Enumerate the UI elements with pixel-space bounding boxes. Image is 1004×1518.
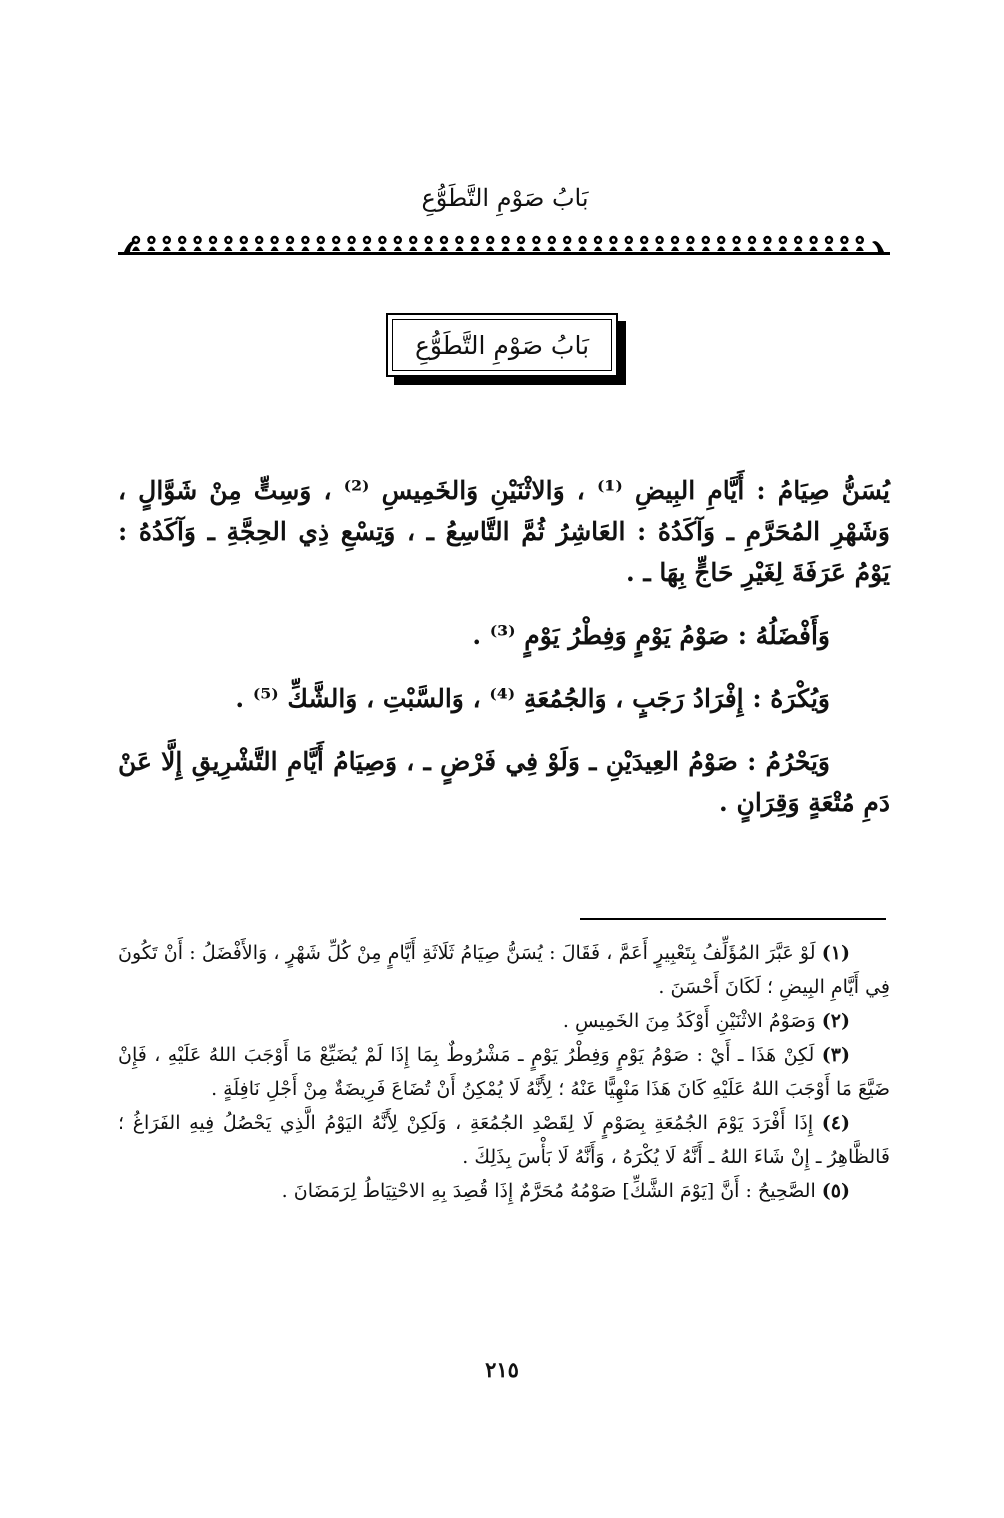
footnote-number: (٣) (821, 1044, 850, 1066)
footnote-text: الصَّحِيحُ : أَنَّ [يَوْمَ الشَّكِّ] صَوْمُهُ مُحَرَّمٌ إِذَا قُصِدَ بِهِ الاحْتِيَاطُ لِرَمَضَانَ . (281, 1180, 816, 1202)
ornament-motif (332, 236, 340, 251)
paragraph: وَيَحْرُمُ : صَوْمُ العِيدَيْنِ ـ وَلَوْ فِي فَرْضٍ ـ ، وَصِيَامُ أَيَّامِ التَّشْرِيقِ إِلَّا عَنْ دَمِ مُتْعَةٍ وَقِرَانٍ . (118, 747, 890, 817)
footnote (118, 1106, 890, 1174)
ornament-motif (671, 236, 679, 251)
ornament-motif (717, 236, 725, 251)
main-text (118, 470, 890, 823)
ornament-motif (609, 236, 617, 251)
ornament-motif (763, 236, 771, 251)
ornament-motif (501, 236, 509, 251)
ornament-motif (779, 236, 787, 251)
footnotes (118, 936, 890, 1208)
paragraph: وَأَفْضَلُهُ : صَوْمُ يَوْمٍ وَفِطْرُ يَوْمٍ ⁽³⁾ . (472, 621, 830, 650)
ornament-motif (517, 236, 525, 251)
ornament-motif (532, 236, 540, 251)
ornament-motif (471, 236, 479, 251)
ornament-motif (640, 236, 648, 251)
ornament-motif (317, 236, 325, 251)
ornament-motif (625, 236, 633, 251)
footnote-number: (٥) (821, 1180, 850, 1202)
footnote (118, 1174, 890, 1208)
chapter-title: بَابُ صَوْمِ التَّطَوُّعِ (392, 319, 612, 371)
running-head: بَابُ صَوْمِ التَّطَوُّعِ (421, 184, 589, 212)
ornament-motif (594, 236, 602, 251)
ornament-motif (178, 236, 186, 251)
ornament-end-flourish (872, 241, 884, 252)
ornament-motif (224, 236, 232, 251)
ornament-baseline (118, 252, 890, 255)
ornament-motif (825, 236, 833, 251)
ornament-motif (732, 236, 740, 251)
ornament-motif (578, 236, 586, 251)
paragraph: وَيُكْرَهُ : إِفْرَادُ رَجَبٍ ، وَالجُمُعَةِ ⁽⁴⁾ ، وَالسَّبْتِ ، وَالشَّكِّ ⁽⁵⁾ . (235, 684, 830, 713)
ornament-motif (255, 236, 263, 251)
ornament-motif (686, 236, 694, 251)
ornament-motif (486, 236, 494, 251)
footnote (118, 1038, 890, 1106)
footnote (118, 936, 890, 1004)
ornament-motif (809, 236, 817, 251)
footnote-text: وَصَوْمُ الاثْنَيْنِ أَوْكَدُ مِنَ الخَمِيسِ . (562, 1010, 816, 1032)
ornament-motif (840, 236, 848, 251)
ornament-motif (378, 236, 386, 251)
footnote-text: إِذَا أَفْرَدَ يَوْمَ الجُمُعَةِ بِصَوْمٍ لَا لِقَصْدِ الجُمُعَةِ ، وَلَكِنْ لِأَنَّهُ اليَوْمُ الَّذِي يَحْصُلُ فِيهِ الفَرَاغُ ؛ فَالظَّاهِرُ ـ إِنْ شَاءَ اللهُ ـ أَنَّهُ لَا يُكْرَهُ ، وَأَنَّهُ لَا بَأْسَ بِذَلِكَ . (118, 1112, 890, 1168)
ornament-motif (270, 236, 278, 251)
ornament-border (118, 232, 890, 256)
ornament-motif (548, 236, 556, 251)
ornament-motif (440, 236, 448, 251)
ornament-motif (163, 236, 171, 251)
ornament-motif (240, 236, 248, 251)
title-frame-outer (386, 313, 618, 377)
ornament-motif (655, 236, 663, 251)
ornament-motif (702, 236, 710, 251)
ornament-motif (286, 236, 294, 251)
ornament-motif (455, 236, 463, 251)
ornament-motif (347, 236, 355, 251)
footnote (118, 1004, 890, 1038)
ornament-motif (193, 236, 201, 251)
page-number: ٢١٥ (485, 1357, 519, 1382)
ornament-motif (363, 236, 371, 251)
ornament-motif (409, 236, 417, 251)
chapter-title-frame (386, 313, 626, 385)
ornament-motif (147, 236, 155, 251)
ornament-motif (424, 236, 432, 251)
ornament-motif (301, 236, 309, 251)
footnote-text: لَوْ عَبَّرَ المُؤَلِّفُ بِتَعْبِيرٍ أَعَمَّ ، فَقَالَ : يُسَنُّ صِيَامُ ثَلَاثَةِ أَيَّامٍ مِنْ كُلِّ شَهْرٍ ، وَالأَفْضَلُ : أَنْ تَكُونَ فِي أَيَّامِ البِيضِ ؛ لَكَانَ أَحْسَنَ . (118, 942, 890, 998)
paragraph: يُسَنُّ صِيَامُ : أَيَّامِ البِيضِ ⁽¹⁾ ، وَالاثْنَيْنِ وَالخَمِيسِ ⁽²⁾ ، وَسِتٍّ مِنْ شَوَّالٍ ، وَشَهْرِ المُحَرَّمِ ـ وَآكَدُهُ : العَاشِرُ ثُمَّ التَّاسِعُ ـ ، وَتِسْعِ ذِي الحِجَّةِ ـ وَآكَدُهُ : يَوْمُ عَرَفَةَ لِغَيْرِ حَاجٍّ بِهَا ـ . (118, 476, 890, 587)
ornament-motif (856, 236, 864, 251)
footnote-number: (٢) (821, 1010, 850, 1032)
ornament-motif (563, 236, 571, 251)
footnote-number: (٤) (821, 1112, 850, 1134)
footnote-separator (580, 918, 886, 920)
footnote-text: لَكِنْ هَذَا ـ أَيْ : صَوْمُ يَوْمٍ وَفِطْرُ يَوْمٍ ـ مَشْرُوطٌ بِمَا إِذَا لَمْ يُضَيِّعْ مَا أَوْجَبَ اللهُ عَلَيْهِ ، فَإِنْ ضَيَّعَ مَا أَوْجَبَ اللهُ عَلَيْهِ كَانَ هَذَا مَنْهِيًّا عَنْهُ ؛ لِأَنَّهُ لَا يُمْكِنُ أَنْ تُضَاعَ فَرِيضَةٌ مِنْ أَجْلِ نَافِلَةٍ . (118, 1044, 890, 1100)
ornament-motif (209, 236, 217, 251)
ornament-motif (748, 236, 756, 251)
ornament-motif (394, 236, 402, 251)
footnote-number: (١) (821, 942, 850, 964)
ornament-motif (794, 236, 802, 251)
